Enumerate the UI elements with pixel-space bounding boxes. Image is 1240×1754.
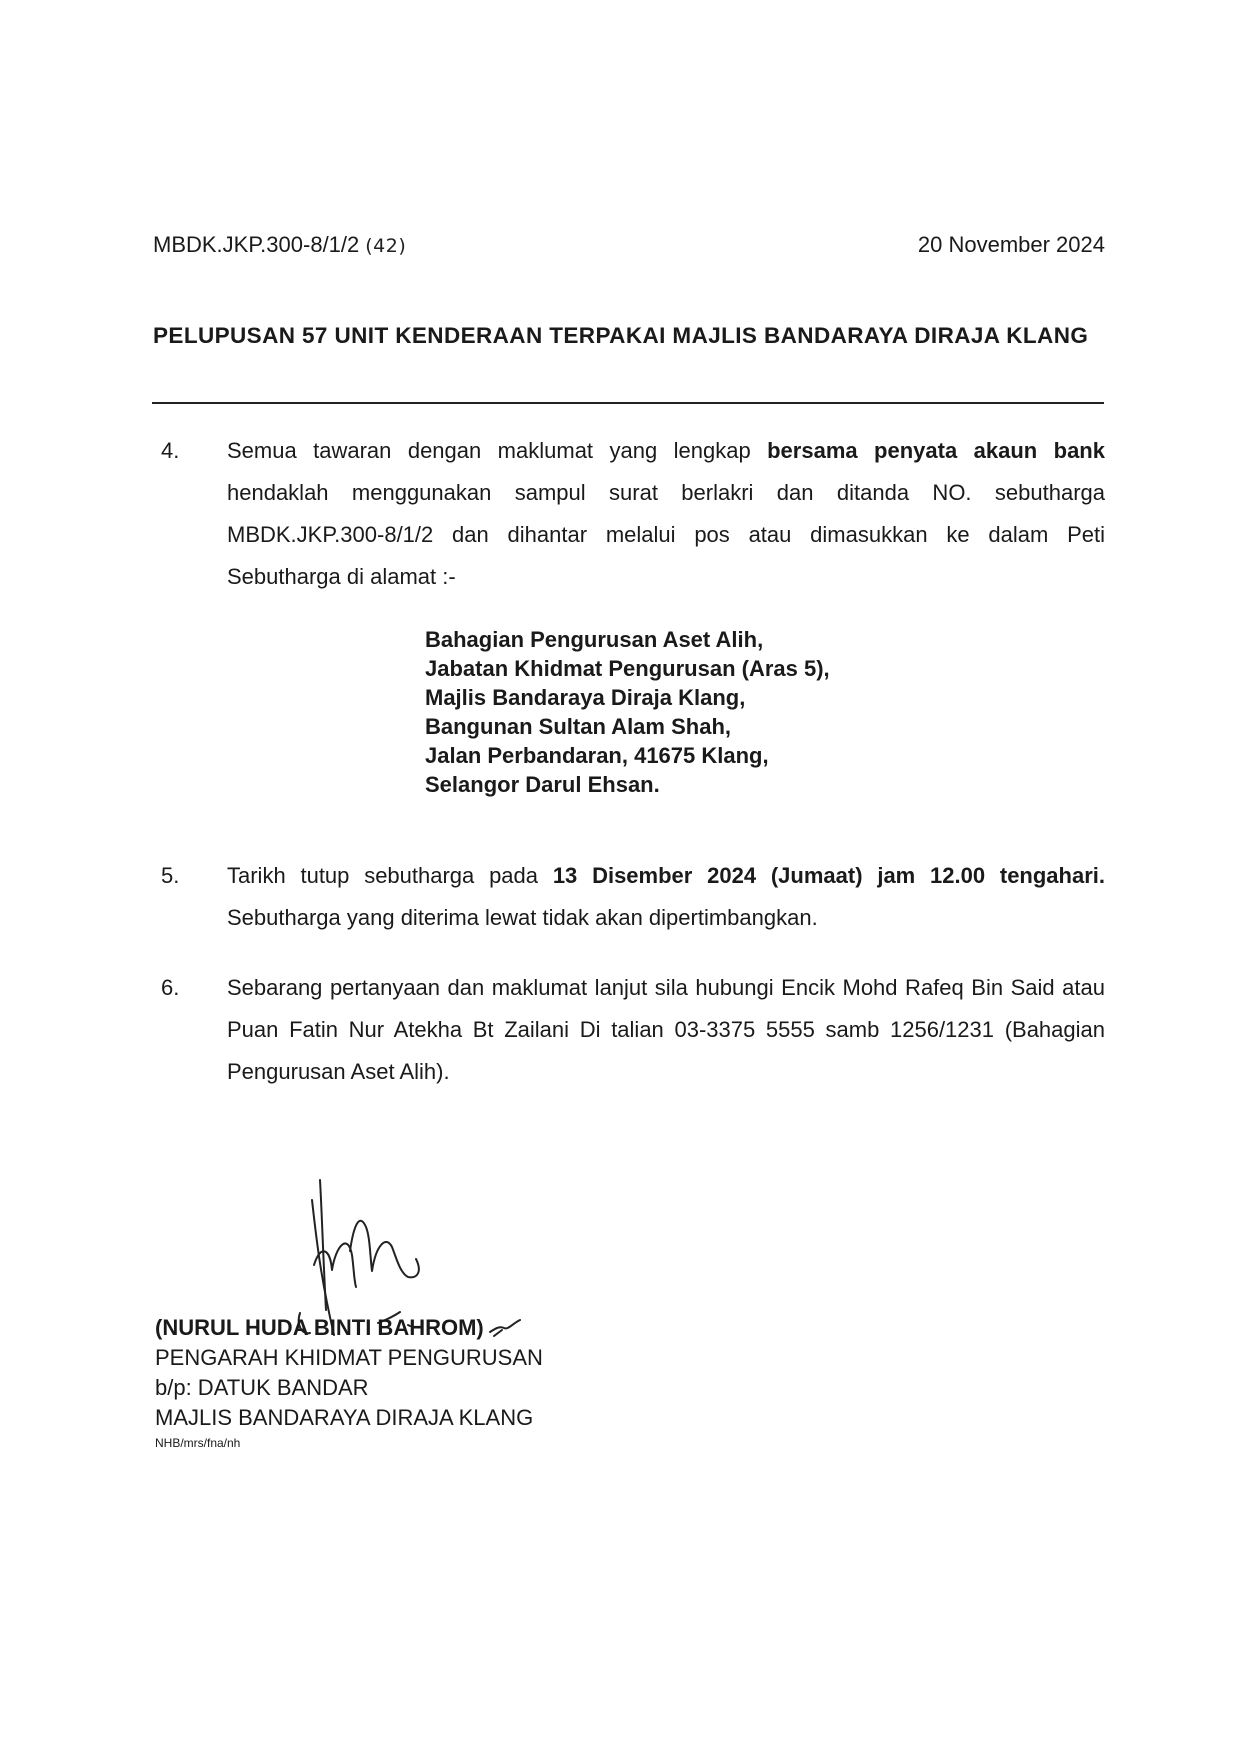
address-line: Bangunan Sultan Alam Shah, xyxy=(425,714,731,739)
address-line: Selangor Darul Ehsan. xyxy=(425,772,660,797)
letter-title: PELUPUSAN 57 UNIT KENDERAAN TERPAKAI MAJLIS BANDARAYA DIRAJA KLANG xyxy=(153,323,1089,348)
paragraph-text-part: Semua tawaran dengan maklumat yang lengkap xyxy=(227,438,768,463)
paragraph-number: 4. xyxy=(161,438,180,463)
title-underline xyxy=(152,402,1104,404)
paragraph-text: Sebarang pertanyaan dan maklumat lanjut sila hubungi Encik Mohd Rafeq Bin Said atau Puan Fatin Nur Atekha Bt Zailani Di talian 03-3375 5555 samb 1256/1231 (Bahagian Pengurusan Aset Alih). xyxy=(227,975,1105,1084)
paragraph-number: 6. xyxy=(161,975,180,1000)
letter-date: 20 November 2024 xyxy=(917,232,1105,257)
reference-line xyxy=(153,232,1105,258)
paragraph-text-part: Sebutharga yang diterima lewat tidak akan dipertimbangkan. xyxy=(227,905,818,930)
address-line: Majlis Bandaraya Diraja Klang, xyxy=(425,685,746,710)
signatory-position: PENGARAH KHIDMAT PENGURUSAN xyxy=(155,1345,543,1370)
paragraph-6 xyxy=(153,967,1105,1093)
signatory-on-behalf: b/p: DATUK BANDAR xyxy=(155,1375,369,1400)
reference-handwritten-note: (42) xyxy=(365,235,407,257)
pen-tick-icon xyxy=(488,1318,522,1338)
paragraph-number: 5. xyxy=(161,863,180,888)
paragraph-text xyxy=(227,855,1105,939)
paragraph-4 xyxy=(153,430,1105,598)
paragraph-5 xyxy=(153,855,1105,939)
address-line: Jabatan Khidmat Pengurusan (Aras 5), xyxy=(425,656,830,681)
reference-number xyxy=(153,232,406,258)
signatory-name-row xyxy=(155,1313,522,1343)
reference-code: MBDK.JKP.300-8/1/2 xyxy=(153,232,360,257)
paragraph-text-part: hendaklah menggunakan sampul surat berlakri dan ditanda NO. sebutharga MBDK.JKP.300-8/1/2 dan dihantar melalui pos atau dimasukkan ke dalam Peti Sebutharga di alamat :- xyxy=(227,480,1105,589)
signature-block xyxy=(155,1313,543,1451)
reference-initials: NHB/mrs/fna/nh xyxy=(155,1436,241,1450)
delivery-address xyxy=(425,625,830,799)
paragraph-text xyxy=(227,430,1105,598)
address-line: Jalan Perbandaran, 41675 Klang, xyxy=(425,743,769,768)
signatory-name: (NURUL HUDA BINTI BAHROM) xyxy=(155,1315,484,1340)
paragraph-text-part: Tarikh tutup sebutharga pada xyxy=(227,863,553,888)
paragraph-emphasis: bersama penyata akaun bank xyxy=(767,438,1105,463)
paragraph-emphasis: 13 Disember 2024 (Jumaat) jam 12.00 tengahari. xyxy=(552,863,1106,888)
address-line: Bahagian Pengurusan Aset Alih, xyxy=(425,627,764,652)
signatory-organization: MAJLIS BANDARAYA DIRAJA KLANG xyxy=(155,1405,534,1430)
